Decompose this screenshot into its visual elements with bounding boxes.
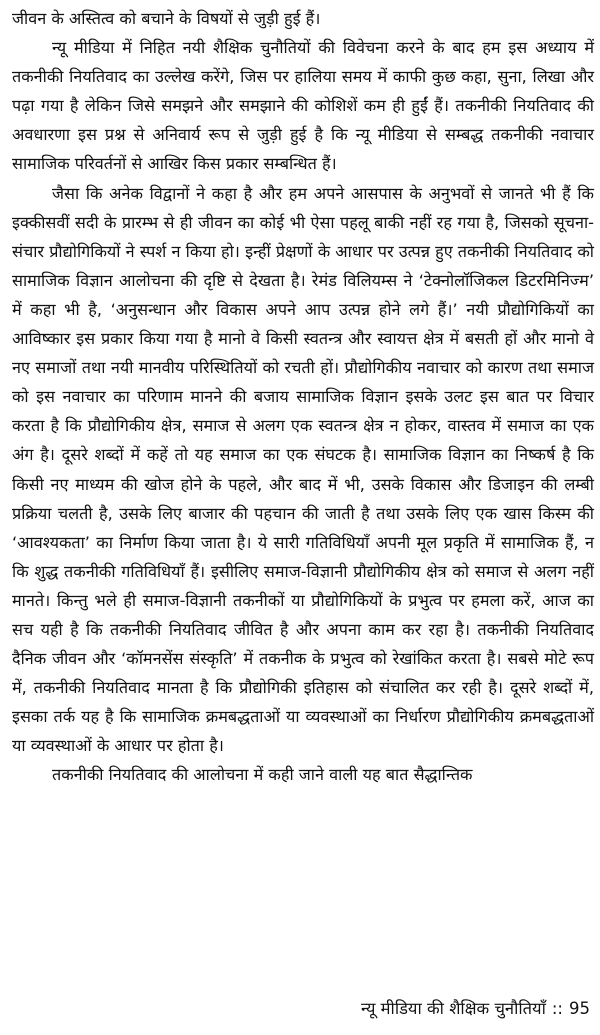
body-text <box>12 4 594 790</box>
paragraph-2: न्यू मीडिया में निहित नयी शैक्षिक चुनौतियों की विवेचना करने के बाद हम इस अध्याय में तकनीकी नियतिवाद का उल्लेख करेंगे, जिस पर हालिया समय में काफी कुछ कहा, सुना, लिखा और पढ़ा गया है लेकिन जिसे समझने और समझाने की कोशिशें कम ही हुईं हैं। तकनीकी नियतिवाद की अवधारणा इस प्रश्न से अनिवार्य रूप से जुड़ी हुई है कि न्यू मीडिया से सम्बद्ध तकनीकी नवाचार सामाजिक परिवर्तनों से आखिर किस प्रकार सम्बन्धित हैं। <box>12 38 594 174</box>
paragraph-4: तकनीकी नियतिवाद की आलोचना में कही जाने वाली यह बात सैद्धान्तिक <box>52 765 473 785</box>
paragraph-3: जैसा कि अनेक विद्वानों ने कहा है और हम अपने आसपास के अनुभवों से जानते भी हैं कि इक्कीसवीं सदी के प्रारम्भ से ही जीवन का कोई भी ऐसा पहलू बाकी नहीं रह गया है, जिसको सूचना-संचार प्रौद्योगिकियों ने स्पर्श न किया हो। इन्हीं प्रेक्षणों के आधार पर उत्पन्न हुए तकनीकी नियतिवाद को सामाजिक विज्ञान आलोचना की दृष्टि से देखता है। रेमंड विलियम्स ने ‘टेक्नोलॉजिकल डिटरमिनिज्म’ में कहा भी है, ‘अनुसन्धान और विकास अपने आप उत्पन्न होने लगे हैं।’ नयी प्रौद्योगिकियों का आविष्कार इस प्रकार किया गया है मानो वे किसी स्वतन्त्र और स्वायत्त क्षेत्र में बसती हों और मानो वे नए समाजों तथा नयी मानवीय परिस्थितियों को रचती हों। प्रौद्योगिकीय नवाचार को कारण तथा समाज को इस नवाचार का परिणाम मानने की बजाय सामाजिक विज्ञान इसके उलट इस बात पर विचार करता है कि प्रौद्योगिकीय क्षेत्र, समाज से अलग एक स्वतन्त्र क्षेत्र न होकर, वास्तव में समाज का एक अंग है। दूसरे शब्दों में कहें तो यह समाज का एक संघटक है। सामाजिक विज्ञान का निष्कर्ष है कि किसी नए माध्यम की खोज होने के पहले, और बाद में भी, उसके विकास और डिजाइन की लम्बी प्रक्रिया चलती है, उसके लिए बाजार की पहचान की जाती है तथा उसके लिए एक खास किस्म की ‘आवश्यकता’ का निर्माण किया जाता है। ये सारी गतिविधियाँ अपनी मूल प्रकृति में सामाजिक हैं, न कि शुद्ध तकनीकी गतिविधियाँ हैं। इसीलिए समाज-विज्ञानी प्रौद्योगिकीय क्षेत्र को समाज से अलग नहीं मानते। किन्तु भले ही समाज-विज्ञानी तकनीकों या प्रौद्योगिकियों के प्रभुत्व पर हमला करें, आज का सच यही है कि तकनीकी नियतिवाद जीवित है और अपना काम कर रहा है। तकनीकी नियतिवाद दैनिक जीवन और ‘कॉमनसेंस संस्कृति’ में तकनीक के प्रभुत्व को रेखांकित करता है। सबसे मोटे रूप में, तकनीकी नियतिवाद मानता है कि प्रौद्योगिकी इतिहास को संचालित कर रही है। दूसरे शब्दों में, इसका तर्क यह है कि सामाजिक क्रमबद्धताओं या व्यवस्थाओं का निर्धारण प्रौद्योगिकीय क्रमबद्धताओं या व्यवस्थाओं के आधार पर होता है। <box>12 183 594 756</box>
page-number: 95 <box>569 999 590 1018</box>
paragraph-1: जीवन के अस्तित्व को बचाने के विषयों से जुड़ी हुई हैं। <box>12 9 321 28</box>
page-footer <box>361 996 590 1022</box>
footer-book-title: न्यू मीडिया की शैक्षिक चुनौतियाँ <box>361 999 546 1018</box>
footer-separator: :: <box>551 999 563 1018</box>
